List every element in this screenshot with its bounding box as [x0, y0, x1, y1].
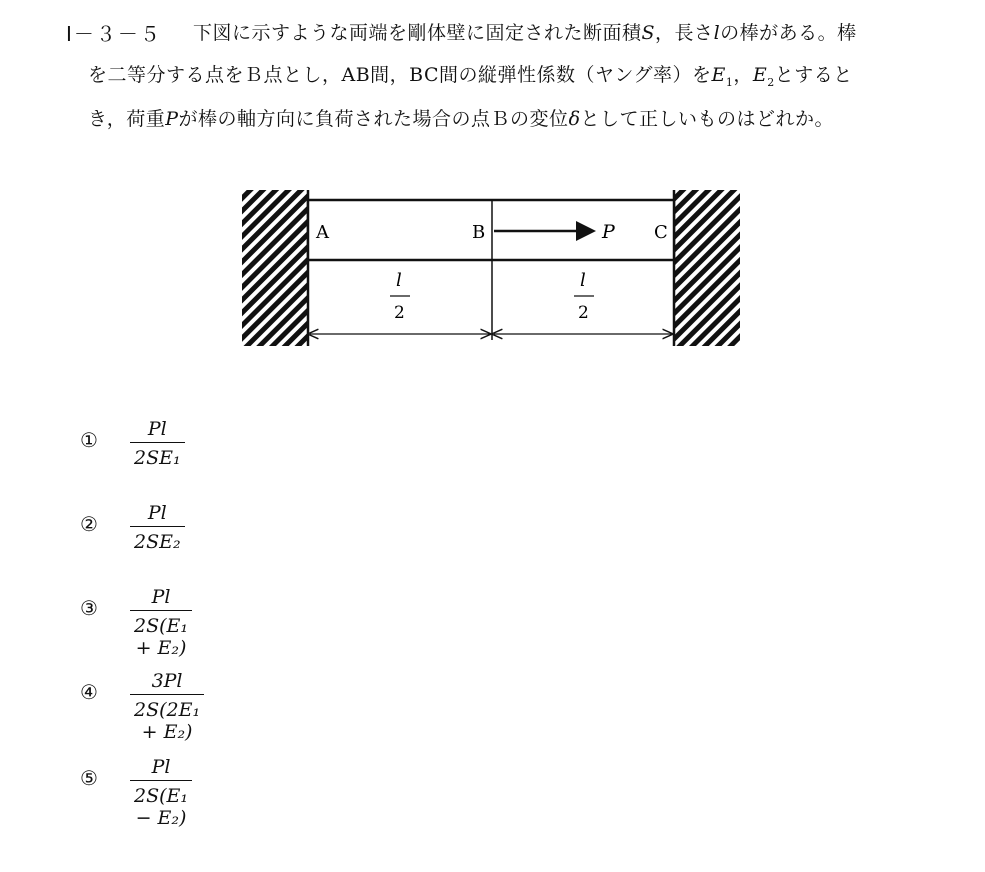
- choice-formula: [130, 756, 192, 829]
- choice-formula: [130, 418, 185, 469]
- denominator: 2SE₂: [134, 531, 181, 553]
- var-E2: E: [752, 64, 768, 86]
- choice-formula: [130, 502, 185, 553]
- choice-marker: ②: [80, 512, 98, 536]
- bar: [308, 200, 674, 260]
- line2b-text: とすると: [774, 64, 853, 86]
- line3c-text: として正しいものはどれか。: [580, 108, 835, 130]
- label-C: C: [654, 222, 668, 243]
- dim-left-num: l: [396, 270, 402, 291]
- comma: ，: [733, 64, 753, 86]
- choice-marker: ⑤: [80, 766, 98, 790]
- numerator: Pl: [147, 418, 167, 440]
- label-A: A: [316, 222, 329, 243]
- question-line-2: [88, 60, 853, 89]
- question-number: Ⅰ－３－５: [66, 22, 162, 46]
- var-delta: δ: [568, 108, 581, 130]
- choice-marker: ①: [80, 428, 98, 452]
- var-E1: E: [711, 64, 726, 86]
- numerator: Pl: [151, 756, 171, 778]
- denominator: 2S(2E₁ + E₂): [134, 699, 201, 743]
- question-line-1: [193, 18, 857, 45]
- sub-1: 1: [725, 75, 734, 89]
- line1b-text: ，長さ: [655, 22, 714, 44]
- var-S: S: [641, 22, 656, 44]
- var-P: P: [165, 108, 179, 130]
- denominator: 2S(E₁ + E₂): [134, 615, 189, 659]
- question-line-3: [88, 104, 834, 131]
- numerator: Pl: [147, 502, 167, 524]
- sub-2: 2: [767, 75, 775, 89]
- var-l: l: [713, 22, 721, 44]
- bar-diagram: [238, 186, 744, 350]
- dim-left-den: 2: [394, 303, 405, 323]
- line1c-text: の棒がある。棒: [720, 22, 857, 44]
- numerator: Pl: [151, 586, 171, 608]
- line3b-text: が棒の軸方向に負荷された場合の点Ｂの変位: [178, 108, 569, 130]
- line2a-text: を二等分する点をＢ点とし，AB間，BC間の縦弾性係数（ヤング率）を: [88, 64, 712, 86]
- numerator: 3Pl: [151, 670, 183, 692]
- dim-right-den: 2: [578, 303, 589, 323]
- right-wall: [674, 190, 740, 346]
- label-P: P: [602, 221, 615, 243]
- choice-formula: [130, 586, 192, 659]
- dim-right-num: l: [580, 270, 586, 291]
- left-wall: [242, 190, 308, 346]
- denominator: 2S(E₁ − E₂): [134, 785, 189, 829]
- line1-text: 下図に示すような両端を剛体壁に固定された断面積: [193, 22, 642, 44]
- choice-formula: [130, 670, 204, 743]
- label-B: B: [472, 222, 486, 243]
- denominator: 2SE₁: [134, 447, 181, 469]
- choice-marker: ③: [80, 596, 98, 620]
- choice-marker: ④: [80, 680, 98, 704]
- line3a-text: き，荷重: [88, 108, 166, 130]
